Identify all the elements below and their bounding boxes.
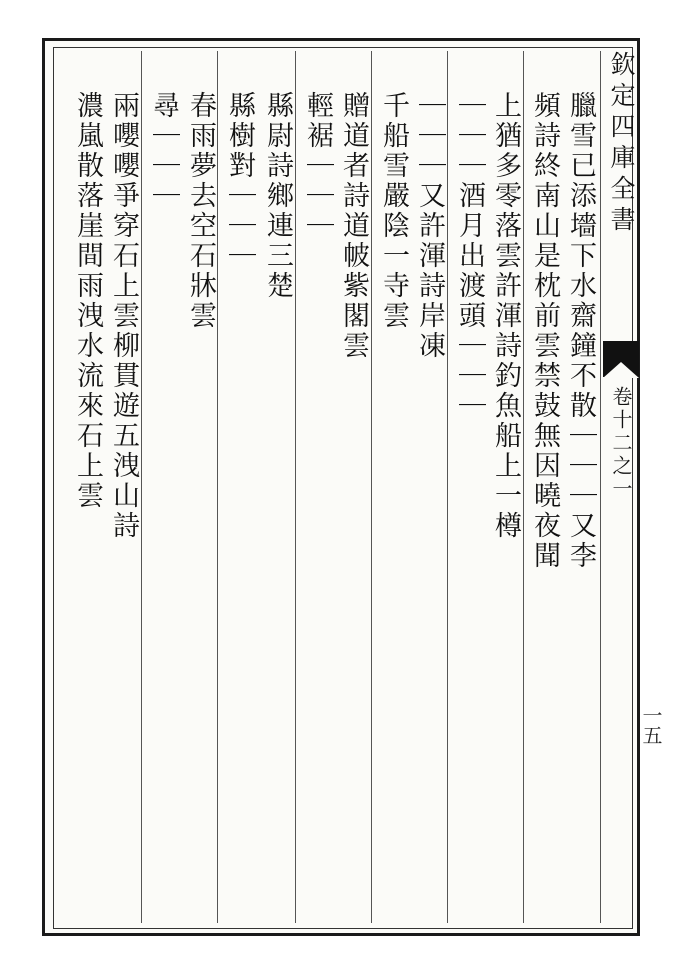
volume-label: 卷十二之一 [609,386,633,501]
text-column-8: 輕裾｜｜｜ [302,91,333,241]
column-rule [523,51,524,923]
fish-tail-mark [603,341,639,377]
text-column-9: 縣尉詩鄉連三楚 [262,91,293,301]
text-column-14: 濃嵐散落崖間雨洩水流來石上雲 [72,91,103,511]
text-column-4: ｜｜｜酒月出渡頭｜｜｜ [454,91,485,421]
book-page [42,38,640,936]
column-rule [371,51,372,923]
book-title-margin: 欽定四庫全書 [607,51,636,237]
text-column-1: 臘雪已添墻下水齋鐘不散｜｜｜又李 [565,91,596,571]
text-column-10: 縣樹對｜｜｜ [224,91,255,271]
column-rule [141,51,142,923]
text-column-5: ｜｜｜又許渾詩岸凍 [414,91,445,361]
column-rule [447,51,448,923]
text-column-2: 頻詩終南山是枕前雲禁鼓無因曉夜聞 [529,91,560,571]
text-column-3: 上猶多零落雲許渾詩釣魚船上一樽 [490,91,521,541]
text-column-12: 尋｜｜｜ [148,91,179,211]
text-column-13: 兩嚶嚶爭穿石上雲柳貫遊五洩山詩 [108,91,139,541]
column-rule [295,51,296,923]
column-rule [600,51,601,923]
text-column-11: 春雨夢去空石牀雲 [185,91,216,331]
text-column-6: 千船雪嚴陰一寺雲 [378,91,409,331]
page-number: 一五 [639,705,663,745]
text-column-7: 贈道者詩道帔紫閣雲 [338,91,369,361]
